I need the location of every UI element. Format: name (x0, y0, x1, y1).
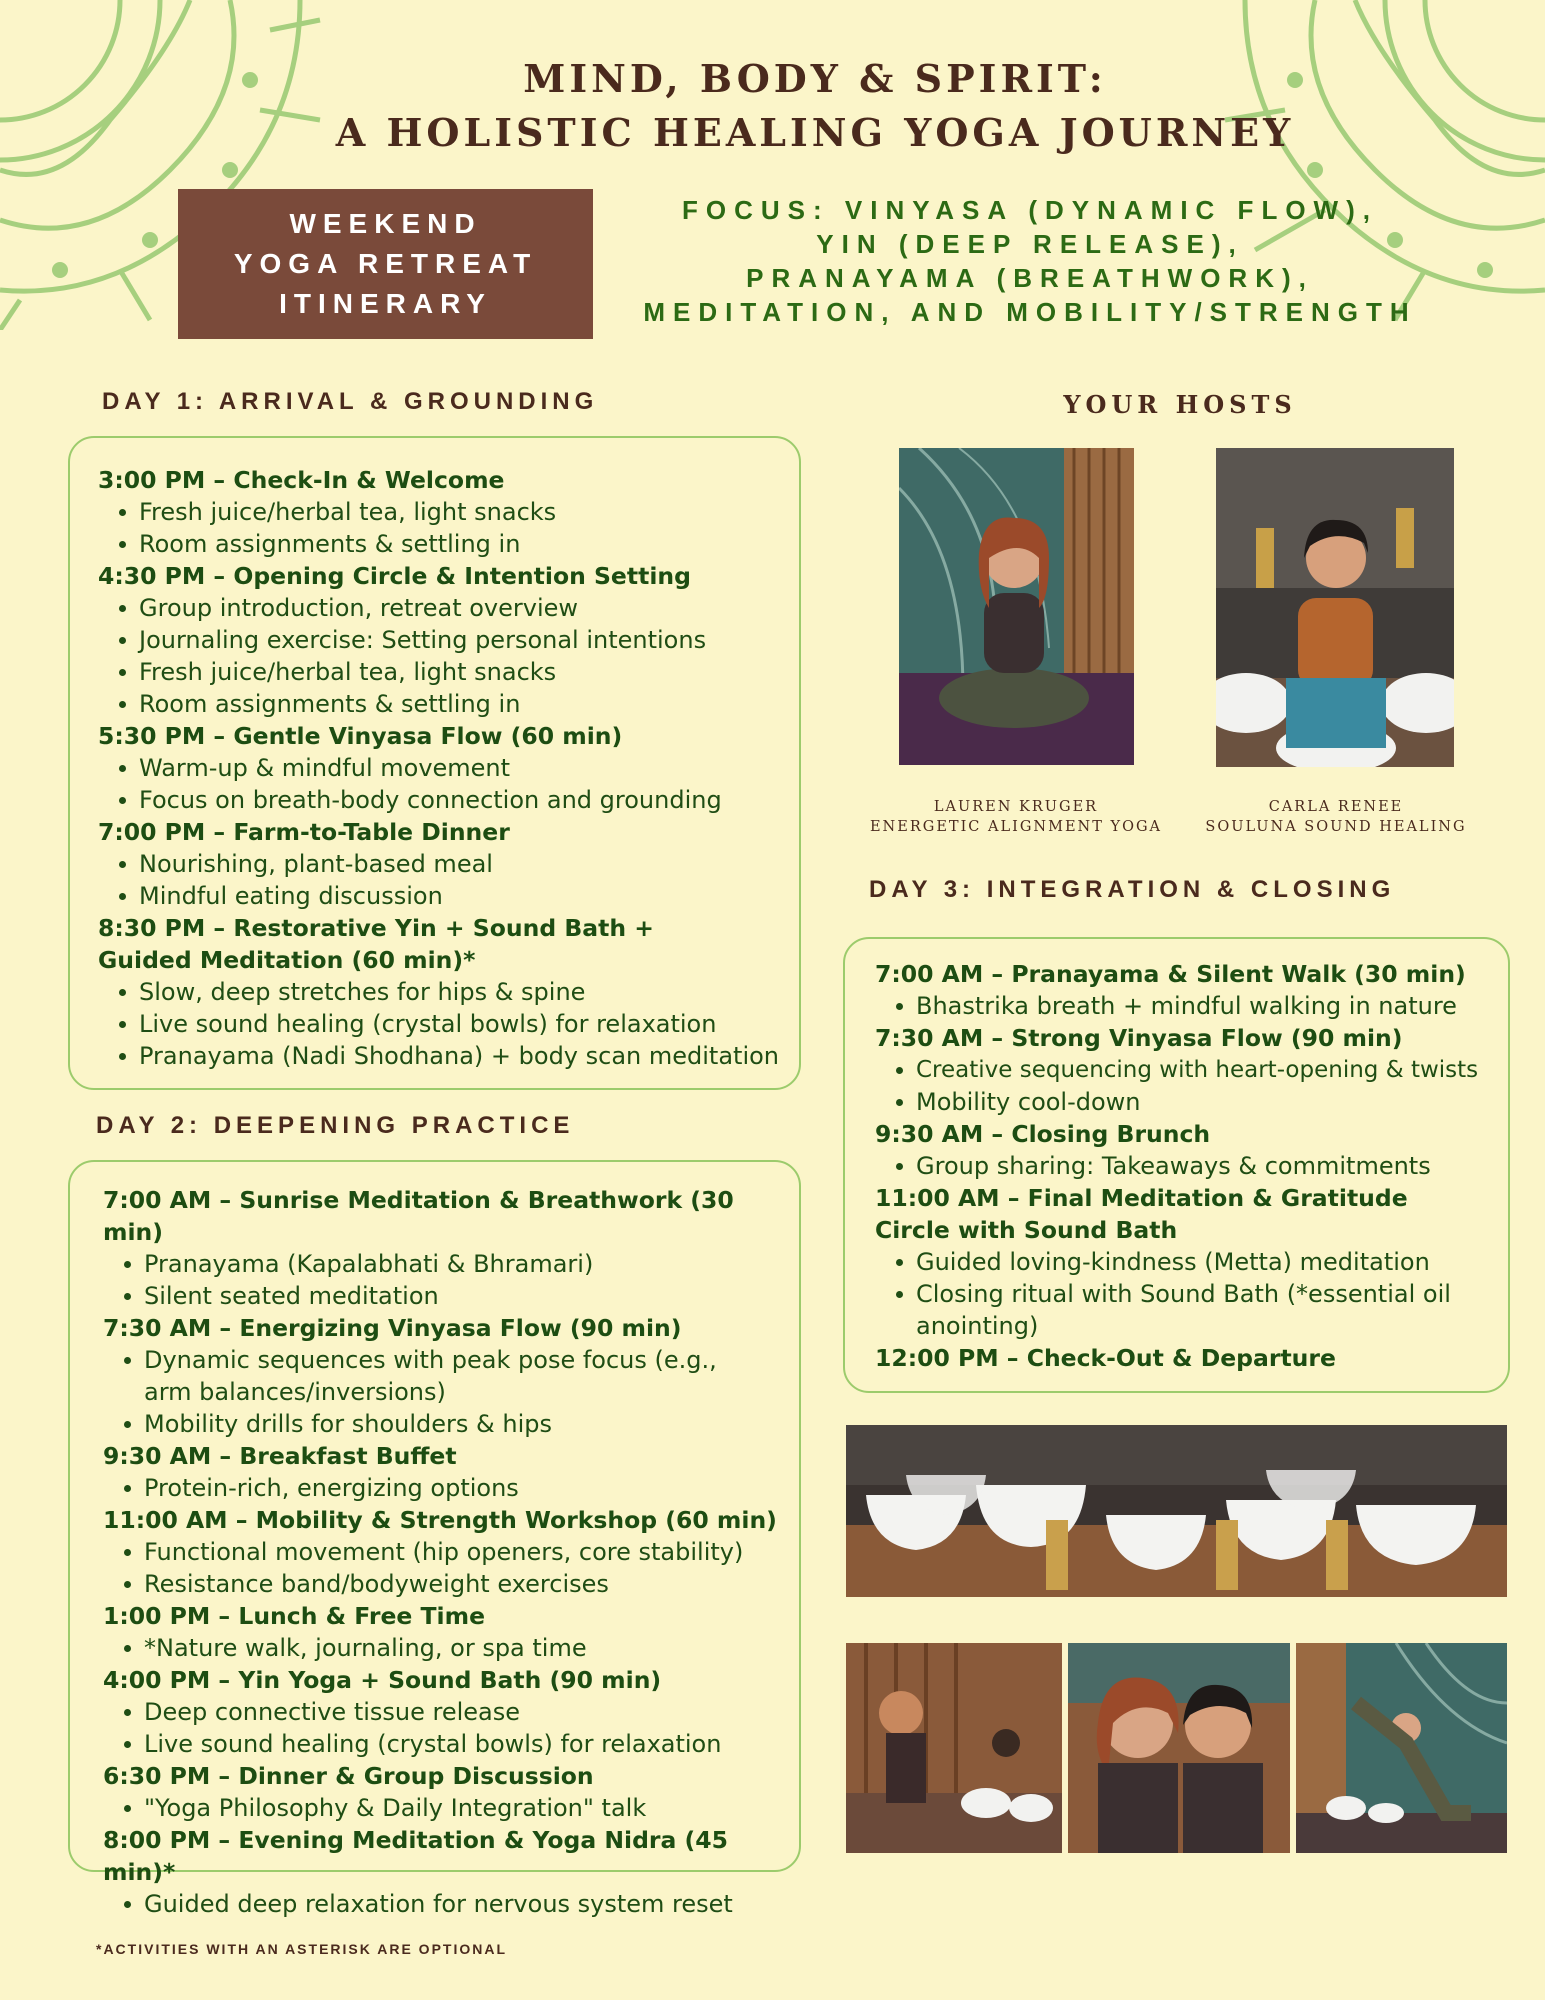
day1-session-items (98, 752, 799, 816)
sound-bowls-photo (846, 1425, 1507, 1597)
day2-session-items (103, 1344, 744, 1440)
list-item: Creative sequencing with heart-opening & twists (916, 1054, 1508, 1086)
day2-session-items (103, 1536, 799, 1600)
yoga-pose-photo (846, 1643, 1062, 1853)
day1-session-time: 7:00 PM – Farm-to-Table Dinner (98, 818, 510, 846)
host-lauren-photo (899, 448, 1134, 765)
itinerary-badge (178, 189, 593, 339)
day1-session-items (98, 848, 799, 912)
day1-session-time: 8:30 PM – Restorative Yin + Sound Bath + Guided Meditation (60 min)* (98, 914, 654, 974)
day3-schedule (843, 937, 1510, 1393)
list-item: Resistance band/bodyweight exercises (144, 1568, 799, 1600)
day1-session-items (98, 496, 799, 560)
host-lauren-role: ENERGETIC ALIGNMENT YOGA (869, 819, 1163, 835)
day1-heading: DAY 1: ARRIVAL & GROUNDING (102, 388, 599, 415)
day2-schedule (68, 1160, 801, 1918)
day3-session-time: 12:00 PM – Check-Out & Departure (875, 1344, 1336, 1372)
day1-session-time: 3:00 PM – Check-In & Welcome (98, 466, 505, 494)
day2-session-time: 1:00 PM – Lunch & Free Time (103, 1602, 486, 1630)
badge-line-1: WEEKEND (289, 208, 482, 239)
list-item: Mobility cool-down (916, 1086, 1508, 1118)
list-item: Live sound healing (crystal bowls) for relaxation (144, 1728, 799, 1760)
list-item: Mobility drills for shoulders & hips (144, 1408, 744, 1440)
list-item: Functional movement (hip openers, core stability) (144, 1536, 799, 1568)
focus-line-1: FOCUS: VINYASA (DYNAMIC FLOW), (682, 195, 1378, 225)
list-item: Nourishing, plant-based meal (139, 848, 799, 880)
list-item: Warm-up & mindful movement (139, 752, 799, 784)
list-item: Journaling exercise: Setting personal intentions (139, 624, 799, 656)
focus-line-4: MEDITATION, AND MOBILITY/STRENGTH (643, 297, 1417, 327)
day3-session-time: 7:00 AM – Pranayama & Silent Walk (30 min) (875, 960, 1466, 988)
badge-line-3: ITINERARY (279, 288, 492, 319)
day2-session-items (103, 1248, 799, 1312)
list-item: Group sharing: Takeaways & commitments (916, 1150, 1508, 1182)
title-line-2: A HOLISTIC HEALING YOGA JOURNEY (335, 110, 1295, 155)
day2-session-items (103, 1792, 799, 1824)
day2-session-items (103, 1696, 799, 1760)
focus-statement (620, 193, 1440, 329)
list-item: Pranayama (Kapalabhati & Bhramari) (144, 1248, 799, 1280)
list-item: Fresh juice/herbal tea, light snacks (139, 656, 799, 688)
list-item: Bhastrika breath + mindful walking in nature (916, 990, 1508, 1022)
host-carla-photo (1216, 448, 1454, 767)
list-item: Deep connective tissue release (144, 1696, 799, 1728)
day3-session-items (875, 1150, 1508, 1182)
day2-session-time: 8:00 PM – Evening Meditation & Yoga Nidra (45 min)* (103, 1826, 728, 1886)
day3-session-time: 7:30 AM – Strong Vinyasa Flow (90 min) (875, 1024, 1403, 1052)
day3-session-items (875, 1246, 1486, 1342)
day3-heading: DAY 3: INTEGRATION & CLOSING (869, 876, 1396, 903)
list-item: Slow, deep stretches for hips & spine (139, 976, 799, 1008)
hosts-heading: YOUR HOSTS (1063, 390, 1297, 419)
list-item: "Yoga Philosophy & Daily Integration" talk (144, 1792, 799, 1824)
day1-session-time: 5:30 PM – Gentle Vinyasa Flow (60 min) (98, 722, 623, 750)
list-item: Live sound healing (crystal bowls) for relaxation (139, 1008, 799, 1040)
list-item: Dynamic sequences with peak pose focus (e.g., arm balances/inversions) (144, 1344, 744, 1408)
list-item: Guided deep relaxation for nervous system reset (144, 1888, 799, 1920)
list-item: Group introduction, retreat overview (139, 592, 799, 624)
day2-session-items (103, 1632, 799, 1664)
day1-schedule (68, 436, 801, 1090)
list-item: Guided loving-kindness (Metta) meditation (916, 1246, 1486, 1278)
day2-session-items (103, 1888, 799, 1920)
list-item: Silent seated meditation (144, 1280, 799, 1312)
page-title (300, 52, 1330, 160)
day2-heading: DAY 2: DEEPENING PRACTICE (96, 1112, 575, 1139)
day2-session-time: 7:00 AM – Sunrise Meditation & Breathwork (30 min) (103, 1186, 734, 1246)
day2-session-time: 6:30 PM – Dinner & Group Discussion (103, 1762, 594, 1790)
host-carla-role: SOULUNA SOUND HEALING (1205, 819, 1467, 835)
list-item: Closing ritual with Sound Bath (*essential oil anointing) (916, 1278, 1486, 1342)
day1-session-time: 4:30 PM – Opening Circle & Intention Setting (98, 562, 691, 590)
day2-session-time: 7:30 AM – Energizing Vinyasa Flow (90 min) (103, 1314, 682, 1342)
day3-session-items (875, 990, 1508, 1022)
day1-session-items (98, 976, 799, 1072)
day1-session-items (98, 592, 799, 720)
day2-session-time: 9:30 AM – Breakfast Buffet (103, 1442, 457, 1470)
hosts-together-photo (1068, 1643, 1290, 1853)
list-item: Pranayama (Nadi Shodhana) + body scan meditation (139, 1040, 799, 1072)
day2-session-time: 4:00 PM – Yin Yoga + Sound Bath (90 min) (103, 1666, 662, 1694)
host-lauren-name: LAUREN KRUGER (933, 799, 1099, 815)
title-line-1: MIND, BODY & SPIRIT: (523, 56, 1107, 101)
list-item: Room assignments & settling in (139, 528, 799, 560)
day2-session-time: 11:00 AM – Mobility & Strength Workshop (60 min) (103, 1506, 777, 1534)
yoga-stretch-photo (1296, 1643, 1507, 1853)
focus-line-3: PRANAYAMA (BREATHWORK), (746, 263, 1314, 293)
day3-session-time: 11:00 AM – Final Meditation & Gratitude Circle with Sound Bath (875, 1184, 1408, 1244)
list-item: *Nature walk, journaling, or spa time (144, 1632, 799, 1664)
day3-session-items (875, 1054, 1508, 1118)
host-lauren-caption (856, 797, 1176, 837)
list-item: Focus on breath-body connection and grounding (139, 784, 799, 816)
footnote: *ACTIVITIES WITH AN ASTERISK ARE OPTIONAL (96, 1941, 508, 1957)
day2-session-items (103, 1472, 799, 1504)
list-item: Room assignments & settling in (139, 688, 799, 720)
list-item: Protein-rich, energizing options (144, 1472, 799, 1504)
day3-session-time: 9:30 AM – Closing Brunch (875, 1120, 1211, 1148)
host-carla-caption (1176, 797, 1496, 837)
list-item: Mindful eating discussion (139, 880, 799, 912)
host-carla-name: CARLA RENEE (1268, 799, 1404, 815)
focus-line-2: YIN (DEEP RELEASE), (816, 229, 1244, 259)
badge-line-2: YOGA RETREAT (233, 248, 538, 279)
list-item: Fresh juice/herbal tea, light snacks (139, 496, 799, 528)
